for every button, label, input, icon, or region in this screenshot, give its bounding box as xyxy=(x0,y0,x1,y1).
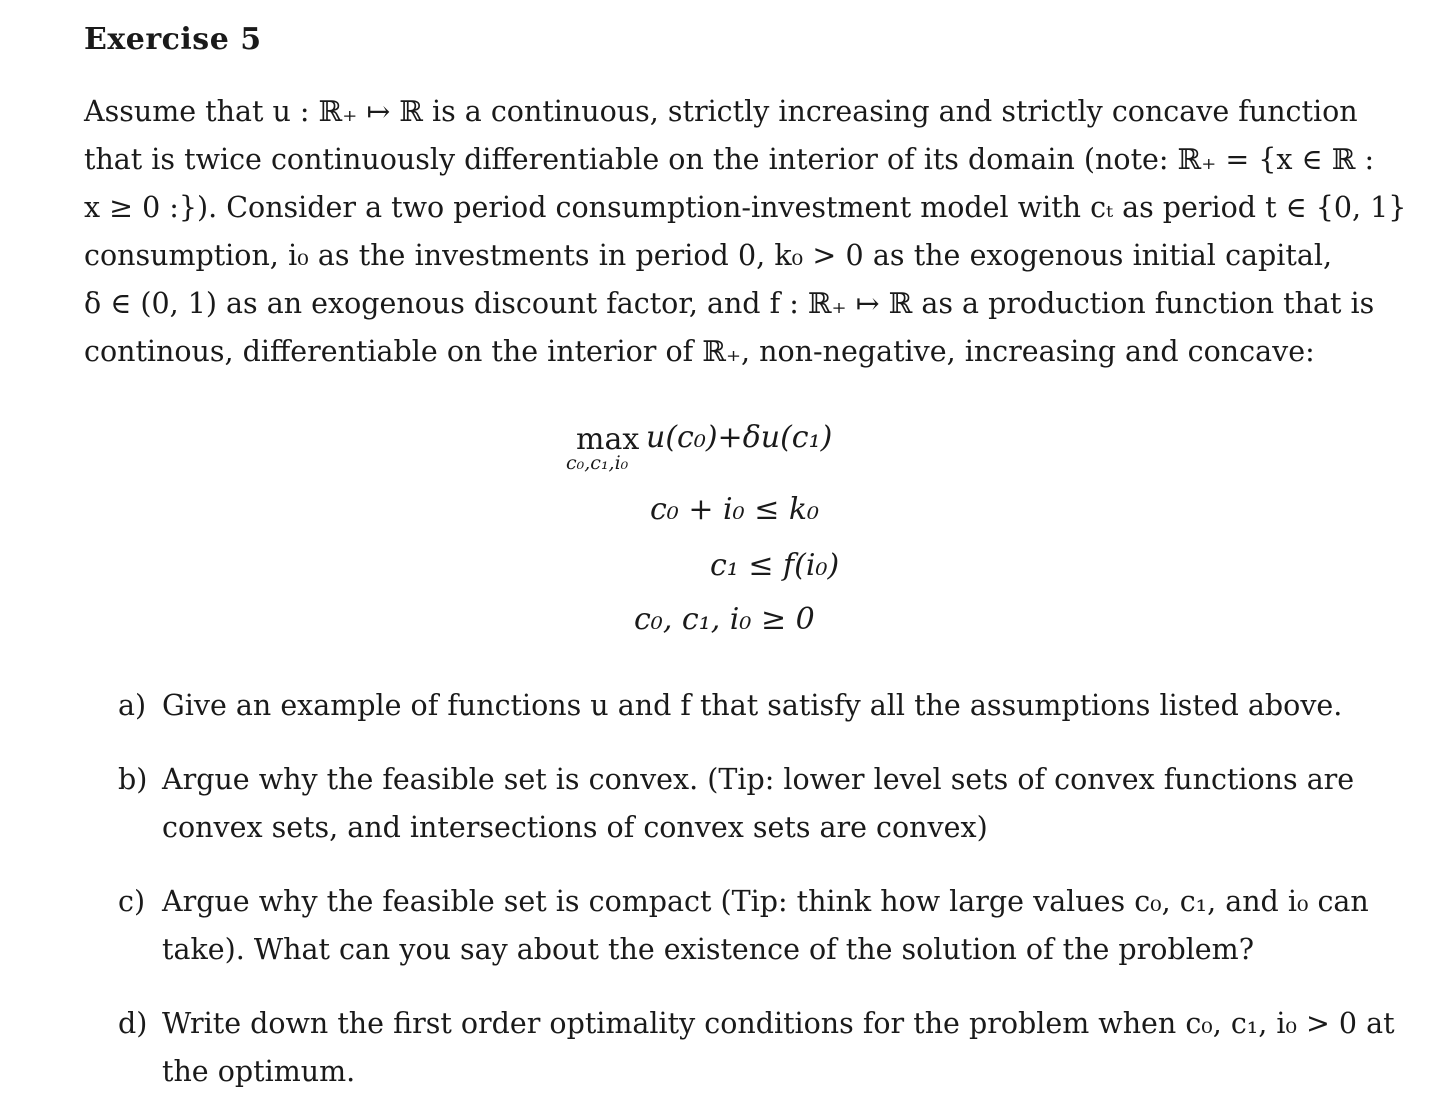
exercise-title: Exercise 5 xyxy=(84,22,262,57)
question-letter: d) xyxy=(118,1007,148,1040)
question-line: the optimum. xyxy=(162,1055,356,1088)
constraint-nonnegativity: c₀, c₁, i₀ ≥ 0 xyxy=(634,602,815,637)
question-text xyxy=(162,878,1369,974)
paragraph-line: continous, differentiable on the interior of ℝ₊, non-negative, increasing and concave: xyxy=(84,335,1315,368)
question-line: convex sets, and intersections of convex sets are convex) xyxy=(162,811,988,844)
paragraph-line: Assume that u : ℝ₊ ↦ ℝ is a continuous, strictly increasing and strictly concave function xyxy=(84,95,1358,128)
max-operator: max xyxy=(576,422,640,457)
constraint-production: c₁ ≤ f(i₀) xyxy=(710,548,840,583)
paragraph-line: δ ∈ (0, 1) as an exogenous discount factor, and f : ℝ₊ ↦ ℝ as a production function that is xyxy=(84,287,1375,320)
question-line: Write down the first order optimality conditions for the problem when c₀, c₁, i₀ > 0 at xyxy=(162,1007,1395,1040)
constraint-budget: c₀ + i₀ ≤ k₀ xyxy=(650,492,820,527)
problem-description xyxy=(84,88,1407,376)
question-line: take). What can you say about the existence of the solution of the problem? xyxy=(162,933,1254,966)
question-letter: b) xyxy=(118,763,148,796)
objective-function: u(c₀)+δu(c₁) xyxy=(646,420,833,455)
question-text xyxy=(162,1000,1395,1096)
question-letter: a) xyxy=(118,689,147,722)
question-line: Argue why the feasible set is convex. (Tip: lower level sets of convex functions are xyxy=(162,763,1355,796)
paragraph-line: x ≥ 0 :}). Consider a two period consumption-investment model with cₜ as period t ∈ {0, 1} xyxy=(84,191,1407,224)
paragraph-line: consumption, i₀ as the investments in period 0, k₀ > 0 as the exogenous initial capital, xyxy=(84,239,1332,272)
max-subscript: c₀,c₁,i₀ xyxy=(566,452,629,474)
question-line: Argue why the feasible set is compact (Tip: think how large values c₀, c₁, and i₀ can xyxy=(162,885,1369,918)
question-line: Give an example of functions u and f that satisfy all the assumptions listed above. xyxy=(162,689,1343,722)
question-text xyxy=(162,756,1355,852)
question-letter: c) xyxy=(118,885,146,918)
question-text xyxy=(162,682,1343,730)
paragraph-line: that is twice continuously differentiable on the interior of its domain (note: ℝ₊ = {x ∈ ℝ : xyxy=(84,143,1375,176)
